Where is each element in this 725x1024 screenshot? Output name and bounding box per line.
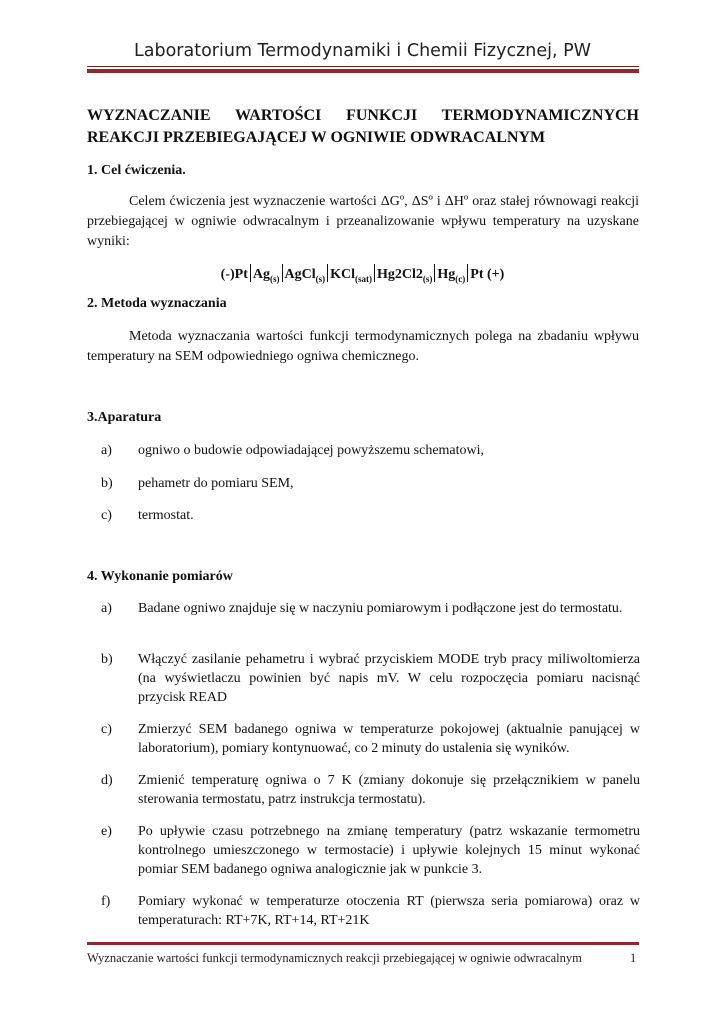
phase-boundary [467, 264, 468, 282]
header-title: Laboratorium Termodynamiki i Chemii Fizycznej, PW [134, 41, 591, 61]
cell-hg: Hg [437, 267, 456, 282]
list-item-marker: f) [101, 894, 111, 909]
list-item-text: Po upływie czasu potrzebnego na zmianę temperatury (patrz wskazanie termometru kontrolnego umieszczonego w termostacie) i upływie kolejnych 15 minut wykonać pomiar SEM badanego ogniwa analogicznie jak w punkcie 3. [138, 824, 640, 877]
cell-agcl-state: (s) [315, 273, 326, 284]
list-item-text: Zmienić temperaturę ogniwa o 7 K (zmiany dokonuje się przełącznikiem w panelu sterowania termostatu, patrz instrukcja termostatu). [138, 773, 640, 807]
list-item-marker: c) [101, 508, 112, 523]
cell-positive-electrode: Pt (+) [470, 267, 505, 282]
list-item-text: Badane ogniwo znajduje się w naczyniu pomiarowym i podłączone jest do termostatu. [138, 601, 623, 616]
section-2-body: Metoda wyznaczania wartości funkcji termodynamicznych polega na zbadaniu wpływu temperatury na SEM odpowiedniego ogniwa chemicznego. [87, 329, 639, 364]
cell-hg2cl2-state: (s) [422, 273, 433, 284]
cell-kcl: KCl [330, 267, 356, 282]
list-item-text: pehametr do pomiaru SEM, [138, 476, 294, 491]
phase-boundary [374, 264, 375, 282]
cell-hg-state: (c) [455, 273, 466, 284]
cell-agcl: AgCl [284, 267, 316, 282]
section-4-heading: 4. Wykonanie pomiarów [87, 569, 233, 584]
cell-kcl-state: (sat) [355, 273, 373, 284]
cell-hg2cl2-index-cl: 2 [415, 267, 423, 282]
list-item-text: Włączyć zasilanie pehametru i wybrać przyciskiem MODE tryb pracy miliwoltomierza (na wyświetlaczu powinien być napis mV. W celu rozpoczęcia pomiaru nacisnąć przycisk READ [138, 652, 640, 705]
cell-scheme [0, 264, 725, 284]
footer-divider [87, 942, 639, 945]
cell-hg2cl2-hg: Hg [377, 267, 395, 282]
header-divider-thin [87, 66, 639, 67]
list-item-marker: b) [101, 652, 113, 667]
list-item-marker: d) [101, 773, 113, 788]
list-item-text: Zmierzyć SEM badanego ogniwa w temperaturze pokojowej (aktualnie panującej w laboratorium), pomiary kontynuować, co 2 minuty do ustalenia się wyników. [138, 722, 640, 756]
section-1-body: Celem ćwiczenia jest wyznaczenie wartości ΔGº, ΔSº i ΔHº oraz stałej równowagi reakcji przebiegającej w ogniwie odwracalnym i przeanalizowanie wpływu temperatury na uzyskane wyniki: [87, 194, 639, 249]
document-title-line-1: WYZNACZANIE WARTOŚCI FUNKCJI TERMODYNAMICZNYCH [87, 107, 639, 124]
phase-boundary [250, 264, 251, 282]
phase-boundary [434, 264, 435, 282]
cell-negative-electrode: (-)Pt [220, 267, 248, 282]
document-title-line-2: REAKCJI PRZEBIEGAJĄCEJ W OGNIWIE ODWRACALNYM [87, 129, 546, 146]
section-2-heading: 2. Metoda wyznaczania [87, 296, 227, 311]
page-number: 1 [630, 951, 637, 965]
section-1-heading: 1. Cel ćwiczenia. [87, 163, 186, 178]
phase-boundary [327, 264, 328, 282]
cell-ag: Ag [252, 267, 270, 282]
section-3-heading: 3.Aparatura [87, 410, 162, 425]
list-item-marker: e) [101, 824, 112, 839]
list-item-text: Pomiary wykonać w temperaturze otoczenia RT (pierwsza seria pomiarowa) oraz w temperaturach: RT+7K, RT+14, RT+21K [138, 894, 640, 928]
cell-hg2cl2-cl: Cl [401, 267, 416, 282]
cell-ag-state: (s) [270, 273, 280, 284]
document-title [87, 105, 639, 149]
phase-boundary [282, 264, 283, 282]
list-item-text: ogniwo o budowie odpowiadającej powyższemu schematowi, [138, 443, 485, 458]
list-item-marker: a) [101, 601, 112, 616]
header-divider-thick [87, 69, 639, 73]
list-item-marker: b) [101, 476, 113, 491]
cell-hg2cl2-index-hg: 2 [394, 267, 402, 282]
list-item-text: termostat. [138, 508, 194, 523]
list-item-marker: a) [101, 443, 112, 458]
footer-text: Wyznaczanie wartości funkcji termodynamicznych reakcji przebiegającej w ogniwie odwracalnym [87, 951, 582, 965]
list-item-marker: c) [101, 722, 112, 737]
